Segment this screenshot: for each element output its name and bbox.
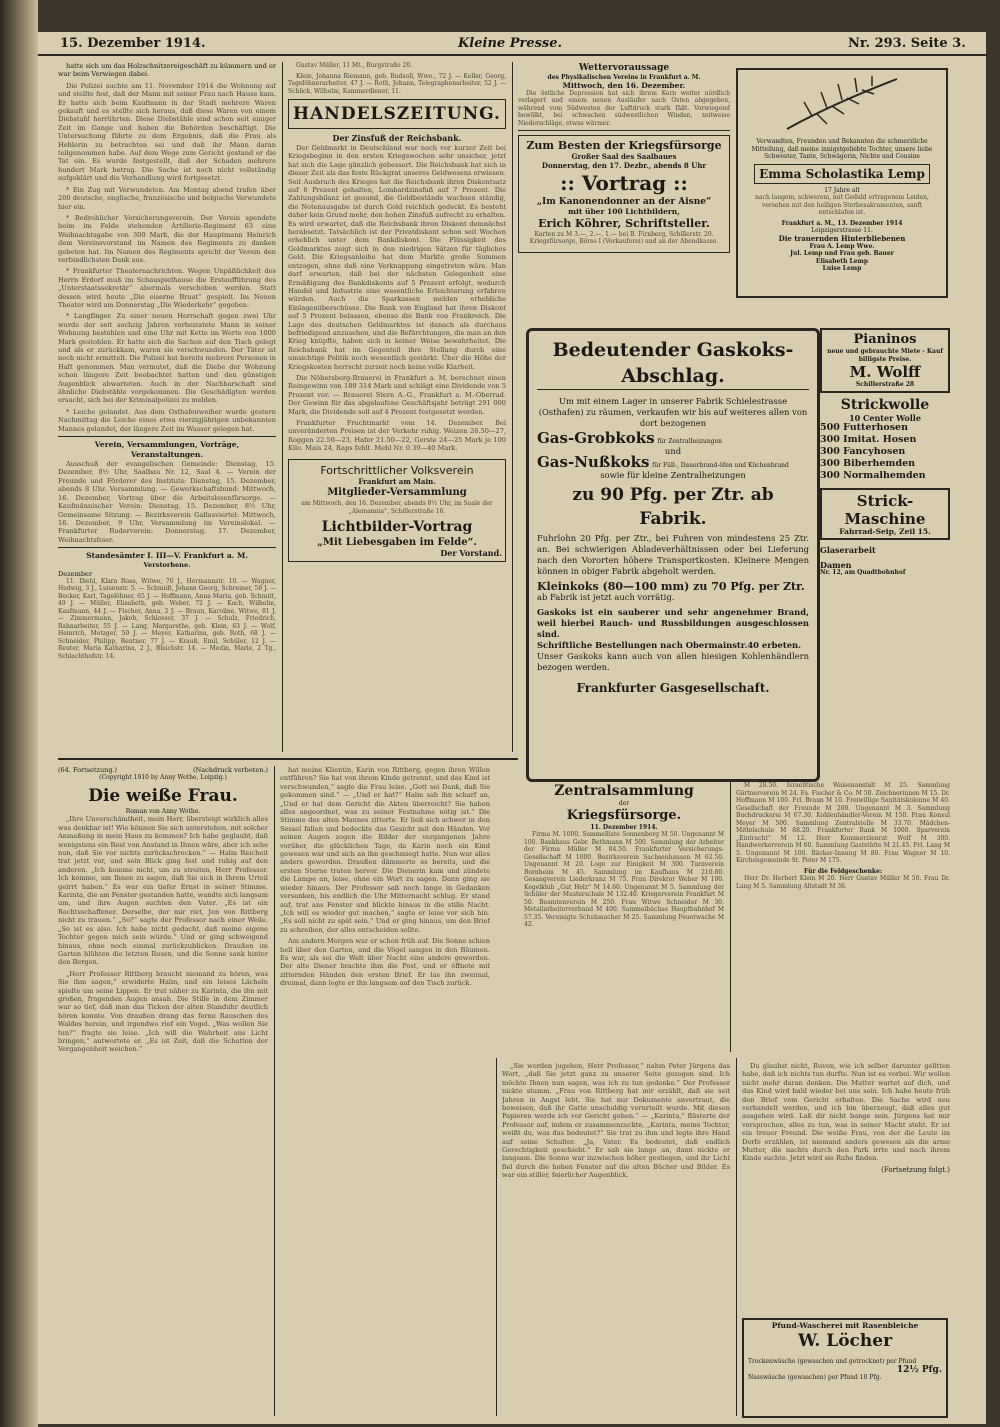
col1-text-block: * Bedrohlicher Versicherungsverein. Der Verein spendete beim im Felde stehenden Artillerie-Regiment 63 eine Weihnachtsgabe von 300 Mark, die der Hauptmann Heinrich dem Vereinsvorstand im Namen des Regiments zu danken gebeten hat. Im Namen des Regiments spricht der Verein den verbindlichsten Dank aus.: [58, 213, 276, 264]
strick-title: Strickwolle: [840, 396, 930, 413]
zentral-sub: Kriegsfürsorge.: [566, 807, 682, 823]
column-rule: [512, 62, 513, 752]
obit-mourn: Die trauernden Hinterbliebenen: [778, 233, 906, 243]
palm-branch-icon: [782, 74, 902, 134]
col3-text-block: Die östliche Depression hat sich ihrem Kern weiter nördlich verlagert und einem neuen Ausläufer nach Osten abgegeben, während vom Südwesten der Luftdruck stark fällt. Vorwiegend bewölkt, bei schwachen südwestlichen Winden, zeitweise Niederschläge, etwas wärmer.: [518, 89, 730, 127]
fortschritt-title: Fortschrittlicher Volksverein: [320, 463, 474, 477]
col2-text-block: Klein, Johanna Riemann, geb. Budsoll, Wwe., 72 J. — Keller, Georg, Tagelöhnerarbeiter, 47 J. — Roth, Johann, Telegraphenarbeiter, 52 J. — Schlick, Wilhelm, Kammerdiener, 11.: [288, 72, 506, 95]
col1-text-block: Ausschuß der evangelischen Gemeinde: Dienstag, 15. Dezember, 8½ Uhr, Saalbau Nr. 12, Saal 4. — Verein der Freunde und Förderer des Instituts: Dienstag, 15. Dezember, abends 8 Uhr. Versammlung. — Gewerkschaftsbund: Mittwoch, 16. Dezember, Vortrag über die Arbeitslosenfürsorge. — Kaufmännischer Verein: Dienstag, 15. Dezember, 8½ Uhr, Gemeinsame Sitzung. — Bezirksverein Gallusviertel: Mittwoch, 16. Dezember, 9 Uhr, Versammlung im Vereinslokal. — Frankfurter Ruderverein: Donnerstag, 17. Dezember, Weihnachtsfeier.: [58, 460, 276, 544]
story-author: Roman von Anny Wothe.: [125, 807, 201, 815]
wolff-addr: Schillerstraße 28: [855, 381, 915, 388]
strick-1: 10 Center Wolle: [849, 412, 921, 423]
story-folgt: (Fortsetzung folgt.): [881, 1165, 950, 1174]
dezember-label: Dezember: [58, 569, 93, 578]
loecher-ad: [742, 1318, 948, 1418]
zentral-list-right: [736, 782, 950, 1052]
zentral-title: Zentralsammlung: [554, 783, 694, 799]
zentralsammlung: [524, 782, 724, 1052]
speaker-name: Erich Köhrer, Schriftsteller.: [538, 216, 710, 230]
obit-family: Frau A. Lemp Wwe.: [809, 242, 875, 250]
fortschritt-ad: [288, 459, 506, 563]
newspaper-page: [38, 32, 986, 1424]
gaskoks-content: [537, 337, 809, 773]
gas-schrift: Schriftliche Bestellungen nach Obermainstr.40 erbeten.: [537, 640, 802, 650]
loecher-nass: Nasswäsche (gewaschen) per Pfund 10 Pfg.: [748, 1374, 882, 1382]
gas-sign: Frankfurter Gasgesellschaft.: [576, 681, 770, 695]
gas-und: und: [664, 446, 682, 456]
wolff-name: M. Wolff: [849, 363, 921, 381]
gas-klein2: ab Fabrik ist jetzt auch vorrätig.: [537, 592, 675, 602]
obit-age: 17 Jahre alt: [824, 186, 860, 194]
col2-top-names: Gustav Müller, 11 Mt., Burgstraße 20.: [296, 62, 413, 69]
obit-place: Frankfurt a. M., 13. Dezember 1914: [781, 219, 903, 227]
handelszeitung-banner: [288, 99, 506, 129]
story-title: Die weiße Frau.: [88, 785, 238, 806]
handelszeitung-title: HANDELSZEITUNG.: [293, 104, 501, 124]
zentral-list: Firma M. 1000. Sammelliste Sonnenberg M 50. Ungenannt M 100. Bankhaus Gebr. Bethmann M 500. Sammlung der Arbeiter der Firma Müller M 84.50. Frankfurter Versicherungs-Gesellschaft M 1000. Bezirksverein Sachsenhausen M 62.50. Ungenannt M 20. Loge zur Einigkeit M 300. Turnverein Bornheim M 45. Sammlung im Kaufhaus M 210.80. Gesangverein Liederkranz M 75. Frau Direktor Weber M 100. Kegelklub „Gut Holz“ M 14.60. Ungenannt M 5. Sammlung der Schüler der Musterschule M 132.40. Kriegerverein Frankfurt M 50. Beamtenverein M 250. Frau Witwe Schneider M 30. Metallarbeiterverband M 400. Sammelbüchse Hauptbahnhof M 57.35. Vereinigte Schuhmacher M 25. Sammlung Feuerwache M 42.: [524, 831, 724, 928]
fahrrad-text: Fahrrad-Seip, Zeil 15.: [839, 526, 931, 536]
obit-addr: Leipzigerstrasse 11.: [811, 227, 873, 234]
story-col-1: [58, 766, 268, 1416]
loecher-trocken: Trockenwäsche (gewaschen und getrocknet) per Pfund: [748, 1358, 917, 1366]
obit-family3: Elisabeth Lemp: [815, 257, 869, 265]
header-page: Nr. 293. Seite 3.: [848, 36, 966, 51]
gas-title: Bedeutender Gaskoks-Abschlag.: [537, 337, 809, 390]
col2-text-block: Frankfurter Fruchtmarkt vom 14. Dezember. Bei unveränderten Preisen ist der Verkehr ruhig. Weizen 26.50—27, Roggen 22.50—23, Hafer 21.50—22, Gerste 24—25 Mark je 100 Kilo. Mais 24, Raps fehlt. Mehl Nr. 0 39—40 Mark.: [288, 419, 506, 453]
standesamt-title: Standesämter I. III—V. Frankfurt a. M.: [86, 551, 248, 561]
heimat-title: Für die Feldgeschenke:: [803, 867, 883, 875]
story-col-2: [280, 766, 490, 1416]
story-text: Am andern Morgen war er schon früh auf. Die Sonne schien hell über den Garten, und die Vögel sangen in den Bäumen. Es war, als sei die Welt über Nacht eine andere geworden. Der alte Diener brachte ihm die Post, und er öffnete mit zitternden Händen den ersten Brief. Er las ihn zweimal, dreimal, dann legte er ihn langsam auf den Tisch zurück.: [280, 937, 490, 988]
story-col-3: [502, 1062, 730, 1416]
gas-klein: Kleinkoks (80—100 mm) zu 70 Pfg. per Ztr.: [537, 580, 805, 593]
loecher-price: 12½ Pfg.: [896, 1364, 942, 1375]
column-1: [58, 62, 276, 752]
gas-sowie: sowie für kleine Zentralheizungen: [600, 470, 746, 480]
header-paper: Kleine Presse.: [458, 36, 563, 51]
story-fort: (64. Fortsetzung.): [58, 766, 118, 774]
obit-family4: Luise Lemp: [822, 265, 862, 273]
story-text: „Sie werden jugehen, Herr Professor,“ nahm Peter Jürgens das Wort, „daß Sie jetzt ganz zu unserer Seite gezogen sind. Ich möchte Ihnen nun sagen, was ich zu tun gedenke.“ Der Professor nickte stumm. „Frau von Rittberg hat mir erzählt, daß sie seit Jahren in Angst lebt. Sie hat mir Dokumente anvertraut, die beweisen, daß ihr Gatte unschuldig verurteilt wurde. Mit diesen Papieren werde ich vor Gericht gehen.“ — „Karinta,“ flüsterte der Professor auf, indem er zusammenzuckte, „Karinta, meine Tochter, weißt du, was das bedeutet?“ Sie trat zu ihm und legte ihre Hand auf seine Schulter. „Ja, Vater. Es bedeutet, daß endlich Gerechtigkeit geschieht.“ Er sah sie lange an, dann nickte er langsam. Die Sonne war inzwischen höher gestiegen, und ihr Licht fiel durch die hohen Fenster auf die alten Bücher und Bilder. Es war ein stiller, feierlicher Augenblick.: [502, 1062, 730, 1180]
story-text: „Herr Professor Rittberg braucht niemand zu hören, was Sie ihm sagen,“ erwiderte Halm, und ein leises Lächeln spielte um seine Lippen. Er trat näher zu Karinta, die ihn mit großen, fragenden Augen ansah. Die Stille in dem Zimmer war so tief, daß man das Ticken der alten Standuhr deutlich hören konnte. Von draußen drang das ferne Rauschen des Waldes herein, und irgendwo rief ein Vogel. „Was wollen Sie tun?“ fragte sie leise. „Ich will die Wahrheit ans Licht bringen,“ antwortete er. „Es ist Zeit, daß die Schatten der Vergangenheit weichen.“: [58, 969, 268, 1054]
kriegsfuersorge-ad: [518, 135, 730, 252]
zentral-list-2: M 28.50. Israelitische Waisenanstalt M 25. Sammlung Gärtnerverein M 24. Fa. Fischer & Co. M 50. Zeichnerinnen M 15. Dr. Hoffmann M 100. Frl. Braun M 10. Freiwillige Sanitätskolonne M 40. Gesellschaft der Freunde M 200. Ungenannt M 3. Sammlung Buchdruckerei M 67.30. Kohlenhändler-Verein M 150. Frau Konsul Meyer M 500. Sammlung Zentralstelle M 33.70. Mädchen-Mittelschule M 88.20. Frankfurter Bank M 1000. Sparverein „Eintracht“ M 12. Herr Kommerzienrat Wolf M 300. Handwerkerverein M 60. Sammlung Gaststätte M 21.45. Frl. Lang M 5. Ungenannt M 100. Bäcker-Innung M 80. Frau Wagner M 10. Kirchengemeinde St. Peter M 175.: [736, 782, 950, 864]
col1-intro: hatte sich um das Holzschnitzereigeschäft zu kümmern und er war beim Verwiegen dabei.: [58, 62, 276, 79]
col2-text-block: Die Nöbersberg-Brauerei in Frankfurt a. M. berechnet einen Reingewinn von 189 314 Mark und schlägt eine Dividende von 5 Prozent vor. — Brauerei Stern A.-G., Frankfurt a. M.-Oberrad. Der Gewinn für das abgelaufene Geschäftsjahr beträgt 291 000 Mark, die Dividende soll auf 4 Prozent festgesetzt werden.: [288, 373, 506, 416]
col1-deaths-list: 11. Diehl, Klara Rosa, Witwe, 70 J., Hermannstr. 10. — Wagner, Hedwig, 3 J., Luisenstr. 5. — Schmidt, Johann Georg, Schreiner, 58 J. — Becker, Karl, Tagelöhner, 65 J. — Hoffmann, Anna Maria, geb. Schmitt, 49 J. — Müller, Elisabeth, geb. Weber, 72 J. — Koch, Wilhelm, Kaufmann, 44 J. — Fischer, Anna, 2 J. — Braun, Karoline, Witwe, 81 J. — Zimmermann, Jakob, Schlosser, 37 J. — Schulz, Friedrich, Bahnarbeiter, 55 J. — Lang, Margarethe, geb. Klein, 63 J. — Wolf, Heinrich, Metzger, 50 J. — Meyer, Katharina, geb. Roth, 68 J. — Schneider, Philipp, Rentner, 77 J. — Krauß, Emil, Schüler, 12 J. — Reuter, Maria Katharina, 2 J., Bleichstr. 14. — Medin, Marie, 2 Tg., Schlachthofstr. 14.: [58, 577, 276, 660]
vorstand-sign: Der Vorstand.: [440, 548, 502, 559]
strick-2: 500 Futterhosen: [820, 421, 908, 433]
column-rule: [282, 62, 283, 752]
col1-text-block: * Langfinger. Zu einer neuen Herrschaft gegen zwei Uhr wurde der seit sechzig Jahren verheiratete Mann in seiner Wohnung bestohlen und eine Uhr mit Kette im Werte von 1000 Mark gestohlen. Er hatte sich die Sachen auf den Tisch gelegt und als er zurückkam, waren sie verschwunden. Der Täter ist noch nicht ermittelt. Die Polizei hat bereits mehrere Personen in Haft genommen. Man vermutet, daß die Diebe der Wohnung schon längere Zeit beobachtet hatten und den günstigen Augenblick abwarteten. Auch in der Nachbarschaft sind ähnliche Diebstähle vorgekommen. Die Geschädigten werden ersucht, sich bei der Kriminalpolizei zu melden.: [58, 312, 276, 405]
wetter-sub: des Physikalischen Vereins in Frankfurt a. M.: [547, 74, 701, 81]
header-date: 15. Dezember 1914.: [60, 36, 206, 51]
strick-3: 300 Imitat. Hosen: [820, 433, 917, 445]
strick-5: 300 Biberhemden: [820, 457, 916, 469]
column-3-top: [518, 62, 730, 312]
obituary-box: [736, 68, 948, 298]
gaskoks-ad: [526, 328, 820, 782]
zentral-list-3: Herr Dr. Herbert Klein M 20. Herr Gustav Müller M 50. Frau Dr. Lang M 5. Sammlung Altstadt M 36.: [736, 875, 950, 890]
zentral-date: 11. Dezember 1914.: [590, 823, 658, 831]
zentral-der: der: [618, 800, 630, 807]
column-rule: [736, 1058, 737, 1416]
verstorbene-title: Verstorbene.: [143, 561, 191, 570]
kriegs-place: Großer Saal des Saalbaues: [571, 152, 677, 162]
strick-4: 300 Fancyhosen: [820, 445, 906, 457]
pianinos-sub2: billigste Preise.: [858, 355, 912, 363]
lichtbild-title: Lichtbilder-Vortrag: [321, 519, 473, 536]
vereine-title: Verein, Versammlungen, Vorträge, Veranstaltungen.: [94, 440, 240, 460]
gas-fuhr: Fuhrlohn 20 Pfg. per Ztr., bei Fuhren von mindestens 25 Ztr. an. Bei schwierigen Abladeverhältnissen oder bei Lieferung nach den Vororten höhere Transportkosten. Kleinere Mengen können in obiger Fabrik abgeholt werden.: [537, 533, 809, 576]
strickmaschine-ad: [820, 488, 950, 540]
wetter-date: Mittwoch, den 16. Dezember.: [562, 80, 686, 90]
obituary-content: [744, 138, 940, 294]
right-ads: [820, 328, 950, 776]
gas-nuss-note: für Füll-, Dauerbrand-öfen und Küchenbrand: [652, 462, 789, 469]
mitglieder-title: Mitglieder-Versammlung: [327, 487, 467, 499]
section-rule: [58, 758, 518, 760]
vortrag-title: :: Vortrag ::: [560, 171, 688, 196]
obit-name: Emma Scholastika Lemp: [754, 164, 930, 184]
gas-nuss: Gas-Nußkoks: [537, 453, 650, 471]
col2-text-block: am Mittwoch, den 16. Dezember, abends 8½ Uhr, im Saale der „Alemannia“, Schillerstraße 16.: [301, 500, 493, 515]
book-spine: [0, 0, 38, 1427]
fortschritt-sub: Frankfurt am Main.: [358, 476, 436, 486]
loecher-title: Pfund-Wascherei mit Rasenbleiche: [771, 1322, 919, 1330]
damen-nr: Nr. 12, am Quadtbohnhof: [820, 569, 906, 577]
column-rule: [496, 1058, 497, 1416]
gas-unser: Unser Gaskoks kann auch von allen hiesigen Kohlenhändlern bezogen werden.: [537, 651, 809, 672]
gas-clean: Gaskoks ist ein sauberer und sehr angenehmer Brand, weil hierbei Rauch- und Russbildungen ausgeschlossen sind.: [537, 607, 809, 639]
story-text: hat meine Klientin, Karin von Rittberg, gegen ihren Willen entführen? Sie hat von ihrem Kinde getrennt, und das Kind ist verschwunden,“ sagte die Frau leise. „Gott sei Dank, daß Sie gekommen sind.“ — „Und er hat?“ Halm sah ihn scharf an, „Und er hat dem Gericht die Akten überreicht? Sie haben alles angeordnet, was zu seiner Festnahme nötig ist.“ Die Stimme des alten Mannes zitterte. Er ließ sich schwer in den Sessel fallen und bedeckte das Gesicht mit den Händen. Vor seinen Augen zogen die Bilder der vergangenen Jahre vorüber, die glücklichen Tage, da Karin noch ein Kind gewesen war und sich an ihn geschmiegt hatte. Nun war alles anders geworden. Draußen dämmerte es bereits, und die ersten Sterne traten hervor. Die Dienerin kam und zündete die Lampe an, leise, ohne ein Wort zu sagen. Dann ging sie wieder hinaus. Der Professor saß noch lange in Gedanken versunken, bis endlich die Uhr Mitternacht schlug. Er stand auf, trat ans Fenster und blickte hinaus in die stille Nacht. „Ich will es wieder gut machen,“ sagte er leise vor sich hin. „Es soll nicht zu spät sein.“ Und er ging hinaus, um den Brief zu schreiben, der alles entscheiden sollte.: [280, 766, 490, 934]
story-text: Du glaubst nicht, Ruven, wie ich selber darunter gelitten habe, daß ich nichts tun durfte. Nun ist es vorbei. Wir wollen nicht mehr daran denken. Die Mutter wartet auf dich, und das Kind wird bald wieder bei uns sein. Ich habe heute früh den Brief vom Gericht erhalten. Die Sache wird neu verhandelt werden, und ich bin überzeugt, daß alles gut ausgehen wird. Laß dir nicht bange sein. Jürgens hat mir versprochen, alles zu tun, was in seiner Macht steht. Er ist ein treuer Freund. Die weiße Frau, von der die Leute im Dorfe erzählen, ist niemand anders gewesen als die arme Mutter, die nachts durch den Park irrte und nach ihrem Kinde suchte. Jetzt wird sie Ruhe finden.: [742, 1062, 950, 1163]
story-nachdruck: (Nachdruck verboten.): [193, 766, 268, 774]
strick-ad: [820, 397, 950, 482]
gas-grob: Gas-Grobkoks: [537, 429, 655, 447]
pianinos-ad: [820, 328, 950, 393]
kriegs-title: Zum Besten der Kriegsfürsorge: [526, 139, 722, 153]
story-copyright: (Copyright 1910 by Anny Wothe, Leipzig.): [99, 774, 227, 782]
column-rule: [730, 782, 731, 1052]
pianinos-title: Pianinos: [853, 332, 917, 347]
kanonen-title: „Im Kanonendonner an der Aisne“: [536, 197, 712, 208]
strickm-title: Strick-Maschine: [844, 491, 926, 528]
col1-text-block: * Leiche gelandet. Aus dem Osthafenweiher wurde gestern Nachmittag die Leiche eines etwa vierzigjährigen unbekannten Mannes gelandet, der längere Zeit im Wasser gelegen hat.: [58, 407, 276, 433]
col2-text-block: Der Geldmarkt in Deutschland war noch vor kurzer Zeit bei Kriegsbeginn in den ersten Kriegswochen sehr unsicher, jetzt hat sich die Lage gänzlich gebessert. Die Reichsbank hat sich in dieser Zeit als das feste Rückgrat unseres Geldwesens erwiesen. Seit Ausbruch des Krieges hat die Reichsbank ihren Diskontsatz auf 6 Prozent gehalten, Lombardzinsfuß auf 7 Prozent. Die Zahlungsbilanz ist gesund, die Goldbestände wachsen ständig, die Notenausgabe ist durch Gold reichlich gedeckt. Es besteht daher kein Grund mehr, den hohen Zinsfuß aufrecht zu erhalten. Es wird erwartet, daß die Reichsbank ihren Diskont demnächst herabsetzt. Tatsächlich ist der Privatdiskont schon seit Wochen erheblich unter dem Bankdiskont. Die Flüssigkeit des Geldmarktes zeigt sich in den niedrigen Sätzen für tägliches Geld. Die Kriegsanleihe hat dem Markte große Summen entzogen, ohne daß eine Verknappung eingetreten wäre. Man darf erwarten, daß bei der nächsten Gelegenheit eine Ermäßigung des Bankdiskonts auf 5 Prozent erfolgt, wodurch Handel und Industrie eine wesentliche Erleichterung erfahren würden. Auch die Sparkassen melden erhebliche Einlagenüberschüsse. Die Bank von England hat ihren Diskont auf 5 Prozent belassen, ebenso die Bank von Frankreich. Die Lage des deutschen Geldmarktes ist danach als durchaus befriedigend anzusehen, und die Befürchtungen, die man an den Krieg knüpfte, haben sich in keiner Weise bewahrheitet. Die Reichsbank hat im Gegenteil ihre Stellung durch eine umsichtige Politik noch wesentlich gestärkt. Über die Höhe der Kriegskosten herrscht zurzeit noch keine volle Klarheit.: [288, 144, 506, 371]
col1-text-block: * Frankfurter Theaternachrichten. Wegen Unpäßlichkeit des Herrn Erdorf muß im Schauspielhause die Erstaufführung des „Unterstaatssekretär“ abermals verschoben werden. Statt dessen wird heute „Die eiserne Braut“ gespielt. Im Neuen Theater wird am Donnerstag „Die Wiederkehr“ gegeben.: [58, 267, 276, 309]
glaser-text: Glaserarbeit: [820, 545, 876, 556]
loecher-content: [748, 1322, 942, 1414]
column-rule: [274, 766, 275, 1416]
story-text: „Ihre Unverschämtheit, mein Herr, übersteigt wirklich alles was denkbar ist! Wie können Sie sich unterstehen, mit solcher Anmaßung in mein Haus zu kommen? Ich habe geglaubt, daß wenigstens ein Rest von Anstand in Ihnen wäre, aber ich sehe nun, daß Sie vor nichts zurückschrecken.“ — Halm Reicheit trat jetzt vor, und sein Blick ging fest und ruhig auf den anderen. „Ich komme nicht, um zu streiten, Herr Professor. Ich komme, um Ihnen zu sagen, daß Sie sich in Ihrem Urteil geirrt haben.“ Es war ein tiefer Ernst in seiner Stimme. Karinta, die am Fenster gestanden hatte, wandte sich langsam um, und ihre Augen suchten den Vater. „Es ist ein Rechtsschaffener. Derselbe, der mir riet, Jen von Rittberg nicht zu trauen.“ „So?“ sagte der Professor nach einer Weile. „So ist es also. Ich habe nicht gedacht, daß meine eigene Tochter gegen mich sein würde.“ Und er ging schweigend hinaus, ohne noch einmal zurückzublicken. Draußen im Garten blühten die letzten Rosen, und die Sonne sank hinter den Bergen.: [58, 815, 268, 967]
story-col-4: [742, 1062, 950, 1312]
page-header: [38, 32, 986, 56]
column-2: [288, 62, 506, 752]
gas-grob-note: für Zentralheizungen: [657, 438, 723, 445]
damen-text: Damen: [820, 559, 852, 570]
col1-text-block: Die Polizei suchte am 11. November 1914 die Wohnung auf und stellte fest, daß der Mann mit seiner Frau nach Hause kam. Er hatte sich beim Kaufmann in der Stadt mehrere Waren gekauft und es stellte sich heraus, daß diese Waren von einem Diebstahl herrührten. Diese Diebstähle sind schon seit einiger Zeit im Gange und haben die Behörden beschäftigt. Die Untersuchung führte zu dem Ergebnis, daß die Frau als Hehlerin zu betrachten sei und daß ihr Mann daran teilgenommen habe. Auf dem Wege zum Gericht gestand er die Tat ein. Es wurde festgestellt, daß der Schaden mehrere hundert Mark betrug. Die Sache ist noch nicht vollständig aufgeklärt und die Verhandlung wird fortgesetzt.: [58, 81, 276, 183]
zinsfuss-title: Der Zinsfuß der Reichsbank.: [332, 133, 462, 143]
obit-family2: Jul. Lemp und Frau geb. Bauer: [790, 250, 894, 258]
liebesgaben-title: „Mit Liebesgaben im Felde“.: [317, 537, 477, 549]
kriegs-date: Donnerstag, den 17. Dezbr., abends 8 Uhr: [541, 160, 707, 170]
col1-text-block: * Ein Zug mit Verwundeten. Am Montag abend trafen über 200 deutsche, englische, französische und belgische Verwundete hier ein.: [58, 185, 276, 211]
obit-text: Verwandten, Freunden und Bekannten die schmerzliche Mitteilung, daß meine innigstgeliebte Tochter, unsere liebe Schwester, Tante, Schwägerin, Nichte und Cousine: [751, 138, 933, 160]
gas-intro: Um mit einem Lager in unserer Fabrik Schielestrasse (Osthafen) zu räumen, verkaufen wir bis auf weiteres allen von dort bezogenen: [538, 396, 808, 428]
col3-text-block: Karten zu M 3.—, 2.—, 1.— bei B. Firnberg, Schillerstr. 20. Kriegsfürsorge, Börse I (Vorkauferei) und an der Abendkasse.: [529, 230, 719, 246]
obit-filler: nach langem, schwerem, mit Geduld ertragenem Leiden, versehen mit den heiligen Sterbesakramenten, sanft entschlafen ist.: [755, 194, 929, 216]
gas-price: zu 90 Pfg. per Ztr. ab Fabrik.: [572, 485, 774, 529]
strick-6: 300 Normalhemden: [820, 469, 926, 481]
wetter-title: Wettervoraussage: [578, 63, 670, 73]
pianinos-sub: neue und gebrauchte Miete - Kauf: [827, 348, 943, 355]
lichtbildern-text: mit über 100 Lichtbildern,: [568, 207, 680, 217]
loecher-name: W. Löcher: [797, 1331, 893, 1352]
